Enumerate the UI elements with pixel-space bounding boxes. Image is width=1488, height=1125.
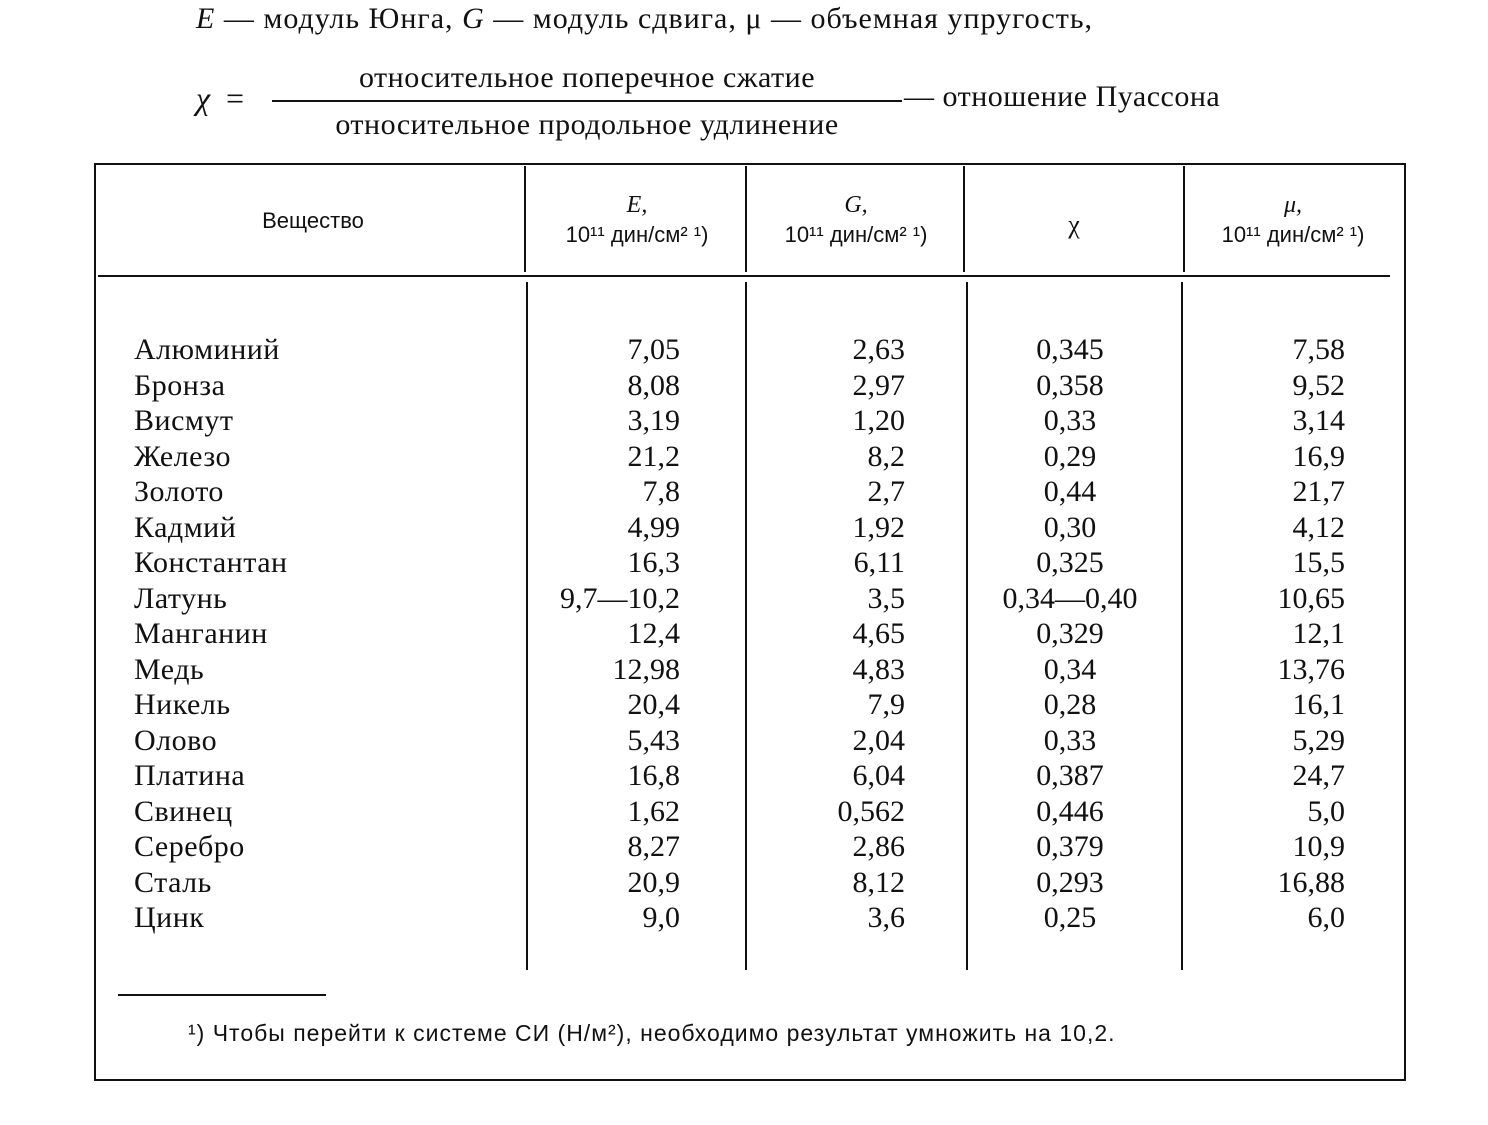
bulk-modulus-cell: 7,58 bbox=[1292, 333, 1345, 366]
young-modulus-cell: 16,3 bbox=[627, 546, 680, 579]
shear-modulus-cell: 0,562 bbox=[837, 794, 905, 828]
shear-modulus-cell: 4,83 bbox=[852, 652, 905, 686]
table-row bbox=[0, 829, 1488, 865]
table-row bbox=[0, 616, 1488, 652]
header-chi: χ bbox=[1068, 210, 1080, 239]
young-modulus-text: — модуль Юнга, bbox=[215, 2, 463, 35]
intro-definitions bbox=[196, 2, 1093, 36]
poisson-ratio-cell: 0,387 bbox=[1036, 759, 1104, 792]
header-mu-symbol: μ, bbox=[1283, 192, 1303, 218]
poisson-ratio-cell: 0,446 bbox=[1036, 794, 1104, 828]
shear-modulus-cell: 1,20 bbox=[852, 404, 905, 437]
poisson-ratio-cell: 0,25 bbox=[1043, 901, 1097, 934]
substance-cell: Кадмий bbox=[134, 510, 237, 544]
substance-cell: Константан bbox=[134, 546, 288, 579]
table-row bbox=[0, 865, 1488, 901]
bulk-modulus-cell: 13,76 bbox=[1277, 652, 1345, 686]
table-row bbox=[0, 332, 1488, 368]
bulk-modulus-cell: 5,29 bbox=[1292, 723, 1345, 757]
shear-modulus-text: — модуль сдвига, bbox=[484, 2, 746, 35]
substance-cell: Серебро bbox=[134, 830, 245, 863]
shear-modulus-cell: 4,65 bbox=[852, 617, 905, 650]
young-modulus-cell: 8,27 bbox=[627, 830, 680, 863]
young-modulus-symbol: E bbox=[196, 2, 216, 35]
footnote-rule bbox=[118, 994, 326, 996]
footnote: ¹) Чтобы перейти к системе СИ (Н/м²), необходимо результат умножить на 10,2. bbox=[188, 1020, 1116, 1046]
young-modulus-cell: 16,8 bbox=[627, 759, 680, 792]
poisson-ratio-cell: 0,44 bbox=[1043, 475, 1097, 508]
bulk-modulus-cell: 24,7 bbox=[1292, 759, 1345, 792]
substance-cell: Платина bbox=[134, 759, 246, 792]
equals-sign: = bbox=[226, 80, 245, 116]
header-e bbox=[530, 190, 744, 250]
table-body bbox=[0, 332, 1488, 936]
poisson-ratio-text: — отношение Пуассона bbox=[904, 80, 1221, 113]
young-modulus-cell: 7,05 bbox=[627, 333, 680, 366]
substance-cell: Сталь bbox=[134, 865, 212, 899]
table-row bbox=[0, 474, 1488, 510]
young-modulus-cell: 20,4 bbox=[627, 688, 680, 721]
shear-modulus-cell: 3,6 bbox=[867, 901, 905, 934]
fraction-denominator: относительное продольное удлинение bbox=[335, 108, 839, 141]
header-g-symbol: G, bbox=[844, 192, 868, 218]
shear-modulus-cell: 6,11 bbox=[853, 546, 905, 579]
bulk-modulus-cell: 15,5 bbox=[1292, 546, 1345, 579]
table-row bbox=[0, 403, 1488, 439]
poisson-ratio-cell: 0,29 bbox=[1043, 439, 1097, 473]
table-row bbox=[0, 545, 1488, 581]
table-row bbox=[0, 794, 1488, 830]
bulk-modulus-cell: 16,9 bbox=[1292, 439, 1345, 473]
table-row bbox=[0, 368, 1488, 404]
poisson-fraction bbox=[272, 60, 902, 142]
young-modulus-cell: 3,19 bbox=[627, 404, 680, 437]
substance-cell: Латунь bbox=[134, 581, 228, 615]
shear-modulus-cell: 8,2 bbox=[867, 439, 905, 473]
substance-cell: Свинец bbox=[134, 794, 233, 828]
substance-cell: Медь bbox=[134, 652, 205, 686]
bulk-modulus-cell: 16,1 bbox=[1292, 688, 1345, 721]
poisson-ratio-cell: 0,358 bbox=[1036, 368, 1104, 402]
column-divider bbox=[1183, 166, 1185, 272]
shear-modulus-cell: 2,04 bbox=[852, 723, 905, 757]
shear-modulus-cell: 1,92 bbox=[852, 510, 905, 544]
poisson-ratio-cell: 0,345 bbox=[1036, 333, 1104, 366]
shear-modulus-cell: 3,5 bbox=[867, 581, 905, 615]
table-row bbox=[0, 758, 1488, 794]
poisson-ratio-cell: 0,293 bbox=[1036, 865, 1104, 899]
shear-modulus-cell: 2,97 bbox=[852, 368, 905, 402]
shear-modulus-cell: 2,63 bbox=[852, 333, 905, 366]
young-modulus-cell: 4,99 bbox=[627, 510, 680, 544]
poisson-ratio-cell: 0,329 bbox=[1036, 617, 1104, 650]
column-divider bbox=[963, 166, 965, 272]
substance-cell: Алюминий bbox=[134, 333, 280, 366]
bulk-modulus-cell: 9,52 bbox=[1292, 368, 1345, 402]
shear-modulus-cell: 2,86 bbox=[852, 830, 905, 863]
header-e-symbol: E, bbox=[626, 192, 648, 218]
substance-cell: Висмут bbox=[134, 404, 234, 437]
header-g bbox=[750, 190, 962, 250]
column-divider bbox=[745, 166, 747, 272]
poisson-ratio-cell: 0,34 bbox=[1043, 652, 1097, 686]
substance-cell: Бронза bbox=[134, 368, 226, 402]
young-modulus-cell: 7,8 bbox=[642, 475, 680, 508]
header-divider bbox=[98, 275, 1390, 277]
header-e-unit: 10¹¹ дин/см² ¹) bbox=[565, 222, 709, 247]
bulk-modulus-cell: 10,9 bbox=[1292, 830, 1345, 863]
table-row bbox=[0, 900, 1488, 936]
poisson-ratio-cell: 0,28 bbox=[1043, 688, 1097, 721]
header-mu-unit: 10¹¹ дин/см² ¹) bbox=[1221, 222, 1365, 247]
bulk-modulus-cell: 16,88 bbox=[1277, 865, 1345, 899]
young-modulus-cell: 20,9 bbox=[627, 865, 680, 899]
poisson-ratio-cell: 0,325 bbox=[1036, 546, 1104, 579]
poisson-ratio-cell: 0,33 bbox=[1043, 723, 1097, 757]
shear-modulus-cell: 6,04 bbox=[852, 759, 905, 792]
table-row bbox=[0, 581, 1488, 617]
shear-modulus-symbol: G bbox=[462, 2, 485, 35]
young-modulus-cell: 9,0 bbox=[642, 901, 680, 934]
fraction-bar bbox=[272, 100, 902, 102]
table-row bbox=[0, 687, 1488, 723]
table-row bbox=[0, 439, 1488, 475]
table-row bbox=[0, 652, 1488, 688]
header-mu bbox=[1186, 190, 1400, 250]
young-modulus-cell: 9,7—10,2 bbox=[560, 581, 680, 615]
poisson-ratio-cell: 0,30 bbox=[1043, 510, 1097, 544]
substance-cell: Никель bbox=[134, 688, 231, 721]
shear-modulus-cell: 2,7 bbox=[867, 475, 905, 508]
substance-cell: Золото bbox=[134, 475, 224, 508]
table-row bbox=[0, 510, 1488, 546]
young-modulus-cell: 1,62 bbox=[627, 794, 680, 828]
substance-cell: Железо bbox=[134, 439, 231, 473]
substance-cell: Манганин bbox=[134, 617, 268, 650]
table-row bbox=[0, 723, 1488, 759]
bulk-modulus-cell: 21,7 bbox=[1292, 475, 1345, 508]
header-substance: Вещество bbox=[262, 208, 364, 233]
young-modulus-cell: 8,08 bbox=[627, 368, 680, 402]
poisson-ratio-cell: 0,33 bbox=[1043, 404, 1097, 437]
bulk-modulus-cell: 6,0 bbox=[1307, 901, 1345, 934]
substance-cell: Цинк bbox=[134, 901, 205, 934]
bulk-modulus-cell: 12,1 bbox=[1292, 617, 1345, 650]
poisson-ratio-cell: 0,34—0,40 bbox=[1002, 581, 1138, 615]
bulk-modulus-text: — объемная упругость, bbox=[762, 2, 1094, 35]
fraction-numerator: относительное поперечное сжатие bbox=[358, 61, 816, 94]
shear-modulus-cell: 8,12 bbox=[852, 865, 905, 899]
young-modulus-cell: 12,98 bbox=[612, 652, 680, 686]
shear-modulus-cell: 7,9 bbox=[867, 688, 905, 721]
bulk-modulus-cell: 5,0 bbox=[1307, 794, 1345, 828]
bulk-modulus-cell: 10,65 bbox=[1277, 581, 1345, 615]
poisson-symbol: χ bbox=[196, 80, 211, 116]
bulk-modulus-cell: 4,12 bbox=[1292, 510, 1345, 544]
header-g-unit: 10¹¹ дин/см² ¹) bbox=[784, 222, 928, 247]
young-modulus-cell: 5,43 bbox=[627, 723, 680, 757]
young-modulus-cell: 12,4 bbox=[627, 617, 680, 650]
substance-cell: Олово bbox=[134, 723, 218, 757]
bulk-modulus-symbol: μ bbox=[745, 2, 763, 35]
young-modulus-cell: 21,2 bbox=[627, 439, 680, 473]
poisson-ratio-cell: 0,379 bbox=[1036, 830, 1104, 863]
bulk-modulus-cell: 3,14 bbox=[1292, 404, 1345, 437]
column-divider bbox=[524, 166, 526, 272]
